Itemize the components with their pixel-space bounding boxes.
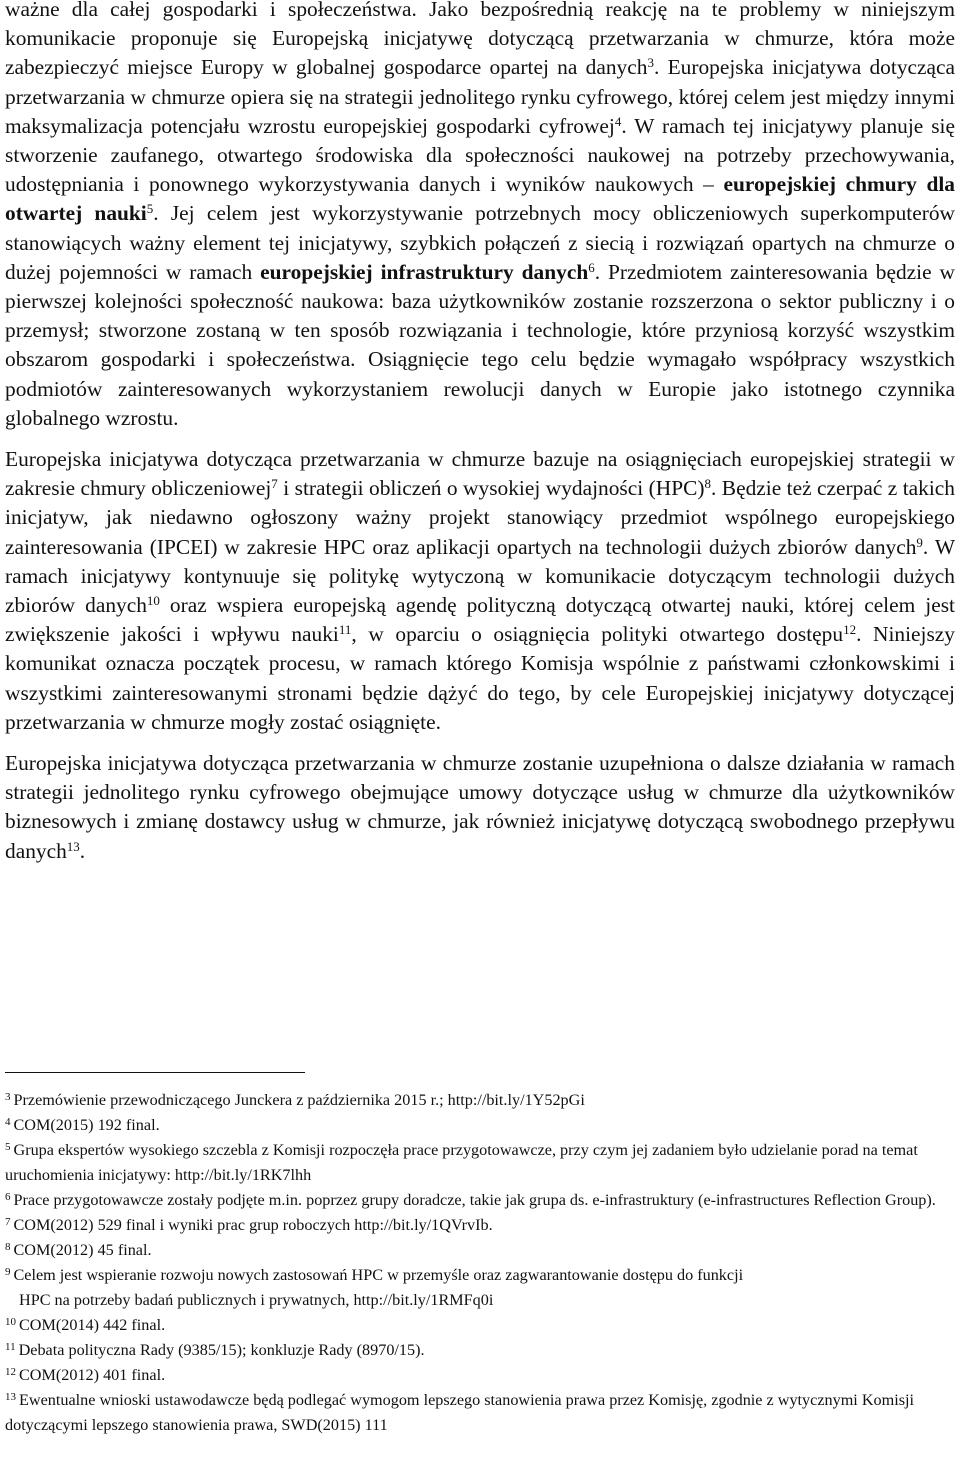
text-segment: oraz wspiera europejską agendę polityczną dotyczącą otwartej nauki, której celem jest zwiększenie jakości i wpływu nauki xyxy=(5,593,955,647)
footnote-reference: 4 xyxy=(614,113,622,129)
footnote-item xyxy=(5,1263,955,1313)
footnote-item xyxy=(5,1088,955,1113)
footnotes-section xyxy=(5,1088,955,1438)
footnote-reference: 3 xyxy=(647,55,654,71)
footnote-number: 13 xyxy=(5,1391,16,1403)
footnote-text: Debata polityczna Rady (9385/15); konkluzje Rady (8970/15). xyxy=(18,1341,425,1359)
footnote-number: 10 xyxy=(5,1316,16,1328)
footnote-item xyxy=(5,1388,955,1438)
text-segment: . Przedmiotem zainteresowania będzie w pierwszej kolejności społeczność naukowa: baza użytkowników zostanie rozszerzona o sektor publiczny i o przemysł; stworzone zostaną w ten sposób rozwiązania i technologie, które przyniosą korzyść wszystkim obszarom gospodarki i społeczeństwa. Osiągnięcie tego celu będzie wymagało współpracy wszystkich podmiotów zainteresowanych wykorzystaniem rewolucji danych w Europie jako istotnego czynnika globalnego wzrostu. xyxy=(5,259,955,430)
footnote-number: 9 xyxy=(5,1266,11,1278)
footnote-item xyxy=(5,1213,955,1238)
text-segment: . Niniejszy komunikat oznacza początek procesu, w ramach którego Komisja wspólnie z państwami członkowskimi i wszystkimi zainteresowanymi stronami będzie dążyć do tego, by cele Europejskiej inicjatywy dotyczącej przetwarzania w chmurze mogły zostać osiągnięte. xyxy=(5,622,955,734)
footnote-text: COM(2012) 401 final. xyxy=(19,1366,166,1384)
footnote-item xyxy=(5,1188,955,1213)
footnote-number: 4 xyxy=(5,1116,11,1128)
text-segment: ważne dla całej gospodarki i społeczeństwa. Jako bezpośrednią reakcję na te problemy w niniejszym komunikacie proponuje się Europejską inicjatywę dotyczącą przetwarzania w chmurze, która może zabezpieczyć miejsce Europy w globalnej gospodarce opartej na danych xyxy=(5,0,955,80)
text-segment: . Będzie też czerpać z takich inicjatyw, jak niedawno ogłoszony ważny projekt stanowiący przedmiot wspólnego europejskiego zainteresowania (IPCEI) w zakresie HPC oraz aplikacji opartych na technologii dużych zbiorów danych xyxy=(5,476,955,559)
text-segment: . Europejska inicjatywa dotycząca przetwarzania w chmurze opiera się na strategii jednolitego rynku cyfrowego, której celem jest między innymi maksymalizacja potencjału wzrostu europejskiej gospodarki cyfrowej xyxy=(5,55,955,138)
footnote-separator xyxy=(5,1072,305,1073)
footnote-item xyxy=(5,1338,955,1363)
text-segment: . W ramach inicjatywy kontynuuje się politykę wytyczoną w komunikacie dotyczącym technologii dużych zbiorów danych xyxy=(5,534,956,618)
footnote-item xyxy=(5,1113,955,1138)
footnote-number: 8 xyxy=(5,1241,11,1253)
emphasized-term: europejskiej chmury dla otwartej nauki xyxy=(5,172,956,226)
text-segment: . W ramach tej inicjatywy planuje się stworzenie zaufanego, otwartego środowiska dla społeczności naukowej na potrzeby przechowywania, udostępniania i ponownego wykorzystywania danych i wyników naukowych – xyxy=(5,113,955,197)
body-text xyxy=(5,0,955,866)
footnote-item xyxy=(5,1363,955,1388)
paragraph-1 xyxy=(5,0,955,433)
footnote-text: Ewentualne wnioski ustawodawcze będą podlegać wymogom lepszego stanowienia prawa przez Komisję, zgodnie z wytycznymi Komisji dotyczącymi lepszego stanowienia prawa, SWD(2015) 111 xyxy=(5,1391,914,1434)
text-segment: Europejska inicjatywa dotycząca przetwarzania w chmurze zostanie uzupełniona o dalsze działania w ramach strategii jednolitego rynku cyfrowego obejmujące umowy dotyczące usług w chmurze dla użytkowników biznesowych i zmianę dostawcy usług w chmurze, jak również inicjatywę dotyczącą swobodnego przepływu danych xyxy=(5,751,955,863)
footnote-reference: 7 xyxy=(271,476,278,492)
emphasized-term: europejskiej infrastruktury danych xyxy=(260,259,589,284)
footnote-text: COM(2012) 45 final. xyxy=(13,1241,152,1259)
footnote-reference: 13 xyxy=(66,838,80,854)
paragraph-2 xyxy=(5,445,955,737)
paragraph-3 xyxy=(5,749,955,866)
footnote-number: 11 xyxy=(5,1341,16,1353)
text-segment: , w oparciu o osiągnięcia polityki otwartego dostępu xyxy=(351,622,844,647)
footnote-number: 12 xyxy=(5,1366,16,1378)
footnote-item xyxy=(5,1238,955,1263)
footnote-reference: 8 xyxy=(704,476,711,492)
footnote-reference: 12 xyxy=(843,622,857,638)
footnote-number: 7 xyxy=(5,1216,11,1228)
footnote-reference: 5 xyxy=(146,201,154,217)
footnote-number: 6 xyxy=(5,1191,11,1203)
footnote-text-continuation: HPC na potrzeby badań publicznych i prywatnych, http://bit.ly/1RMFq0i xyxy=(19,1291,494,1309)
footnote-text: COM(2015) 192 final. xyxy=(13,1116,160,1134)
footnote-reference: 6 xyxy=(588,259,595,275)
footnote-text: Grupa ekspertów wysokiego szczebla z Komisji rozpoczęła prace przygotowawcze, przy czym jej zadaniem było udzielanie porad na temat uruchomienia inicjatywy: http://bit.ly/1RK7lhh xyxy=(5,1141,918,1184)
footnote-number: 3 xyxy=(5,1091,11,1103)
footnote-text: COM(2014) 442 final. xyxy=(19,1316,166,1334)
footnote-item xyxy=(5,1313,955,1338)
footnote-reference: 11 xyxy=(338,622,352,638)
text-segment: Europejska inicjatywa dotycząca przetwarzania w chmurze bazuje na osiągnięciach europejskiej strategii w zakresie chmury obliczeniowej xyxy=(5,447,955,501)
footnote-text: Prace przygotowawcze zostały podjęte m.in. poprzez grupy doradcze, takie jak grupa ds. e-infrastruktury (e-infrastructures Reflection Group). xyxy=(13,1191,936,1209)
footnote-number: 5 xyxy=(5,1141,11,1153)
footnote-text: Przemówienie przewodniczącego Junckera z października 2015 r.; http://bit.ly/1Y52pGi xyxy=(13,1091,585,1109)
footnote-reference: 9 xyxy=(916,534,923,550)
footnote-text: Celem jest wspieranie rozwoju nowych zastosowań HPC w przemyśle oraz zagwarantowanie dostępu do funkcji xyxy=(13,1266,744,1284)
text-segment: . xyxy=(79,838,86,863)
footnote-item xyxy=(5,1138,955,1188)
footnote-text: COM(2012) 529 final i wyniki prac grup roboczych http://bit.ly/1QVrvIb. xyxy=(13,1216,493,1234)
document-page xyxy=(5,0,955,866)
footnote-reference: 10 xyxy=(146,593,160,609)
text-segment: . Jej celem jest wykorzystywanie potrzebnych mocy obliczeniowych superkomputerów stanowiących ważny element tej inicjatywy, szybkich połączeń z siecią i rozwiązań opartych na chmurze o dużej pojemności w ramach xyxy=(5,201,956,284)
text-segment: i strategii obliczeń o wysokiej wydajności (HPC) xyxy=(277,476,705,501)
